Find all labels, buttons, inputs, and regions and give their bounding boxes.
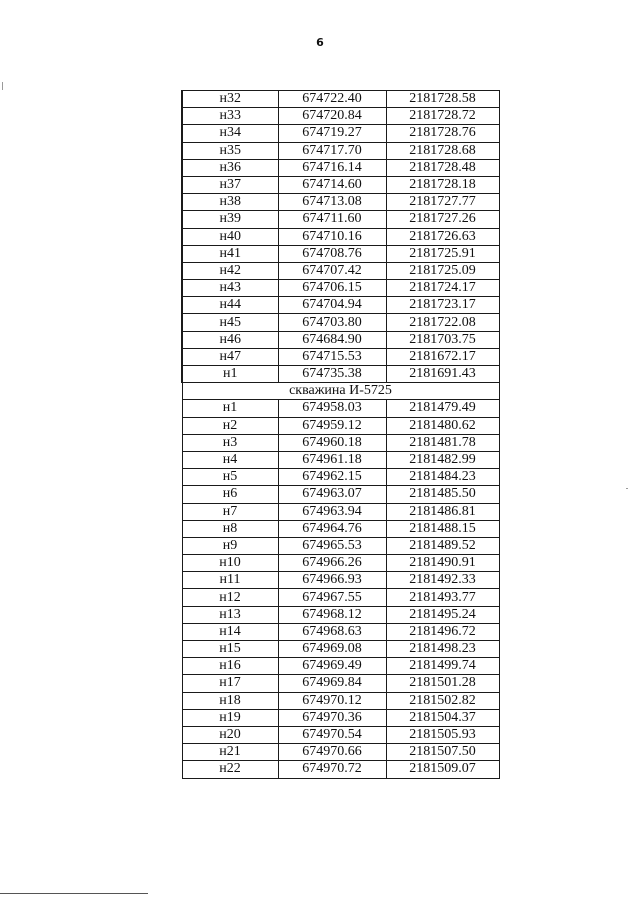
table-row <box>182 709 499 726</box>
table-row <box>182 194 499 211</box>
y-coordinate-cell: 2181723.17 <box>386 297 499 314</box>
x-coordinate-cell: 674963.07 <box>278 486 386 503</box>
y-coordinate-cell: 2181504.37 <box>386 709 499 726</box>
table-row <box>182 726 499 743</box>
point-cell: н1 <box>182 400 278 417</box>
table-row <box>182 761 499 778</box>
y-coordinate-cell: 2181672.17 <box>386 348 499 365</box>
point-cell: н37 <box>182 176 278 193</box>
point-cell: н14 <box>182 623 278 640</box>
table-row <box>182 348 499 365</box>
point-cell: н38 <box>182 194 278 211</box>
x-coordinate-cell: 674969.84 <box>278 675 386 692</box>
y-coordinate-cell: 2181485.50 <box>386 486 499 503</box>
point-cell: н11 <box>182 572 278 589</box>
x-coordinate-cell: 674722.40 <box>278 91 386 108</box>
point-cell: н2 <box>182 417 278 434</box>
table-row <box>182 451 499 468</box>
table-row <box>182 125 499 142</box>
y-coordinate-cell: 2181482.99 <box>386 451 499 468</box>
y-coordinate-cell: 2181495.24 <box>386 606 499 623</box>
y-coordinate-cell: 2181725.91 <box>386 245 499 262</box>
x-coordinate-cell: 674964.76 <box>278 520 386 537</box>
point-cell: н8 <box>182 520 278 537</box>
point-cell: н9 <box>182 537 278 554</box>
y-coordinate-cell: 2181507.50 <box>386 744 499 761</box>
point-cell: н5 <box>182 469 278 486</box>
table-row <box>182 176 499 193</box>
x-coordinate-cell: 674704.94 <box>278 297 386 314</box>
point-cell: н40 <box>182 228 278 245</box>
x-coordinate-cell: 674970.12 <box>278 692 386 709</box>
x-coordinate-cell: 674711.60 <box>278 211 386 228</box>
x-coordinate-cell: 674969.49 <box>278 658 386 675</box>
y-coordinate-cell: 2181484.23 <box>386 469 499 486</box>
point-cell: н36 <box>182 159 278 176</box>
table-row <box>182 91 499 108</box>
point-cell: н6 <box>182 486 278 503</box>
y-coordinate-cell: 2181498.23 <box>386 641 499 658</box>
table-row <box>182 469 499 486</box>
x-coordinate-cell: 674961.18 <box>278 451 386 468</box>
table-row <box>182 486 499 503</box>
x-coordinate-cell: 674720.84 <box>278 108 386 125</box>
x-coordinate-cell: 674707.42 <box>278 262 386 279</box>
table-row <box>182 400 499 417</box>
table-row <box>182 589 499 606</box>
point-cell: н41 <box>182 245 278 262</box>
table-row <box>182 211 499 228</box>
y-coordinate-cell: 2181493.77 <box>386 589 499 606</box>
x-coordinate-cell: 674713.08 <box>278 194 386 211</box>
y-coordinate-cell: 2181728.18 <box>386 176 499 193</box>
y-coordinate-cell: 2181691.43 <box>386 366 499 383</box>
y-coordinate-cell: 2181724.17 <box>386 280 499 297</box>
x-coordinate-cell: 674959.12 <box>278 417 386 434</box>
x-coordinate-cell: 674969.08 <box>278 641 386 658</box>
point-cell: н22 <box>182 761 278 778</box>
point-cell: н46 <box>182 331 278 348</box>
table-row <box>182 228 499 245</box>
table-row <box>182 262 499 279</box>
y-coordinate-cell: 2181728.76 <box>386 125 499 142</box>
table-row <box>182 417 499 434</box>
y-coordinate-cell: 2181727.26 <box>386 211 499 228</box>
point-cell: н39 <box>182 211 278 228</box>
x-coordinate-cell: 674965.53 <box>278 537 386 554</box>
point-cell: н1 <box>182 366 278 383</box>
x-coordinate-cell: 674966.93 <box>278 572 386 589</box>
x-coordinate-cell: 674970.36 <box>278 709 386 726</box>
y-coordinate-cell: 2181486.81 <box>386 503 499 520</box>
x-coordinate-cell: 674714.60 <box>278 176 386 193</box>
section-row <box>182 383 499 400</box>
y-coordinate-cell: 2181509.07 <box>386 761 499 778</box>
scan-artifact-left <box>2 82 3 90</box>
x-coordinate-cell: 674716.14 <box>278 159 386 176</box>
point-cell: н34 <box>182 125 278 142</box>
point-cell: н17 <box>182 675 278 692</box>
table-row <box>182 537 499 554</box>
y-coordinate-cell: 2181499.74 <box>386 658 499 675</box>
x-coordinate-cell: 674960.18 <box>278 434 386 451</box>
y-coordinate-cell: 2181727.77 <box>386 194 499 211</box>
point-cell: н7 <box>182 503 278 520</box>
table-row <box>182 108 499 125</box>
y-coordinate-cell: 2181501.28 <box>386 675 499 692</box>
point-cell: н15 <box>182 641 278 658</box>
point-cell: н19 <box>182 709 278 726</box>
table-row <box>182 142 499 159</box>
point-cell: н42 <box>182 262 278 279</box>
point-cell: н33 <box>182 108 278 125</box>
x-coordinate-cell: 674708.76 <box>278 245 386 262</box>
y-coordinate-cell: 2181502.82 <box>386 692 499 709</box>
point-cell: н16 <box>182 658 278 675</box>
y-coordinate-cell: 2181480.62 <box>386 417 499 434</box>
table-row <box>182 159 499 176</box>
y-coordinate-cell: 2181492.33 <box>386 572 499 589</box>
y-coordinate-cell: 2181479.49 <box>386 400 499 417</box>
table-row <box>182 314 499 331</box>
page-number: 6 <box>316 36 324 49</box>
y-coordinate-cell: 2181728.72 <box>386 108 499 125</box>
y-coordinate-cell: 2181725.09 <box>386 262 499 279</box>
table-row <box>182 675 499 692</box>
y-coordinate-cell: 2181728.48 <box>386 159 499 176</box>
x-coordinate-cell: 674735.38 <box>278 366 386 383</box>
table-row <box>182 331 499 348</box>
point-cell: н43 <box>182 280 278 297</box>
coordinates-table <box>181 90 500 779</box>
coordinates-table-body <box>182 91 499 779</box>
x-coordinate-cell: 674970.54 <box>278 726 386 743</box>
point-cell: н18 <box>182 692 278 709</box>
y-coordinate-cell: 2181505.93 <box>386 726 499 743</box>
y-coordinate-cell: 2181726.63 <box>386 228 499 245</box>
point-cell: н35 <box>182 142 278 159</box>
point-cell: н44 <box>182 297 278 314</box>
x-coordinate-cell: 674970.72 <box>278 761 386 778</box>
table-row <box>182 280 499 297</box>
y-coordinate-cell: 2181488.15 <box>386 520 499 537</box>
x-coordinate-cell: 674706.15 <box>278 280 386 297</box>
y-coordinate-cell: 2181722.08 <box>386 314 499 331</box>
y-coordinate-cell: 2181703.75 <box>386 331 499 348</box>
x-coordinate-cell: 674715.53 <box>278 348 386 365</box>
x-coordinate-cell: 674968.63 <box>278 623 386 640</box>
table-row <box>182 641 499 658</box>
y-coordinate-cell: 2181489.52 <box>386 537 499 554</box>
point-cell: н45 <box>182 314 278 331</box>
table-row <box>182 744 499 761</box>
y-coordinate-cell: 2181496.72 <box>386 623 499 640</box>
point-cell: н3 <box>182 434 278 451</box>
y-coordinate-cell: 2181728.58 <box>386 91 499 108</box>
table-row <box>182 434 499 451</box>
point-cell: н12 <box>182 589 278 606</box>
x-coordinate-cell: 674967.55 <box>278 589 386 606</box>
point-cell: н4 <box>182 451 278 468</box>
point-cell: н13 <box>182 606 278 623</box>
x-coordinate-cell: 674703.80 <box>278 314 386 331</box>
table-row <box>182 520 499 537</box>
point-cell: н32 <box>182 91 278 108</box>
point-cell: н21 <box>182 744 278 761</box>
footer-rule <box>0 893 148 894</box>
table-row <box>182 572 499 589</box>
scan-artifact-right <box>626 488 628 489</box>
section-heading: скважина И-5725 <box>182 383 499 400</box>
table-row <box>182 366 499 383</box>
x-coordinate-cell: 674684.90 <box>278 331 386 348</box>
x-coordinate-cell: 674958.03 <box>278 400 386 417</box>
y-coordinate-cell: 2181728.68 <box>386 142 499 159</box>
x-coordinate-cell: 674966.26 <box>278 555 386 572</box>
table-row <box>182 555 499 572</box>
x-coordinate-cell: 674719.27 <box>278 125 386 142</box>
table-row <box>182 503 499 520</box>
point-cell: н20 <box>182 726 278 743</box>
x-coordinate-cell: 674968.12 <box>278 606 386 623</box>
x-coordinate-cell: 674710.16 <box>278 228 386 245</box>
y-coordinate-cell: 2181490.91 <box>386 555 499 572</box>
x-coordinate-cell: 674963.94 <box>278 503 386 520</box>
table-row <box>182 297 499 314</box>
x-coordinate-cell: 674962.15 <box>278 469 386 486</box>
x-coordinate-cell: 674717.70 <box>278 142 386 159</box>
table-row <box>182 623 499 640</box>
table-row <box>182 606 499 623</box>
table-row <box>182 245 499 262</box>
table-row <box>182 658 499 675</box>
x-coordinate-cell: 674970.66 <box>278 744 386 761</box>
table-row <box>182 692 499 709</box>
y-coordinate-cell: 2181481.78 <box>386 434 499 451</box>
point-cell: н47 <box>182 348 278 365</box>
point-cell: н10 <box>182 555 278 572</box>
